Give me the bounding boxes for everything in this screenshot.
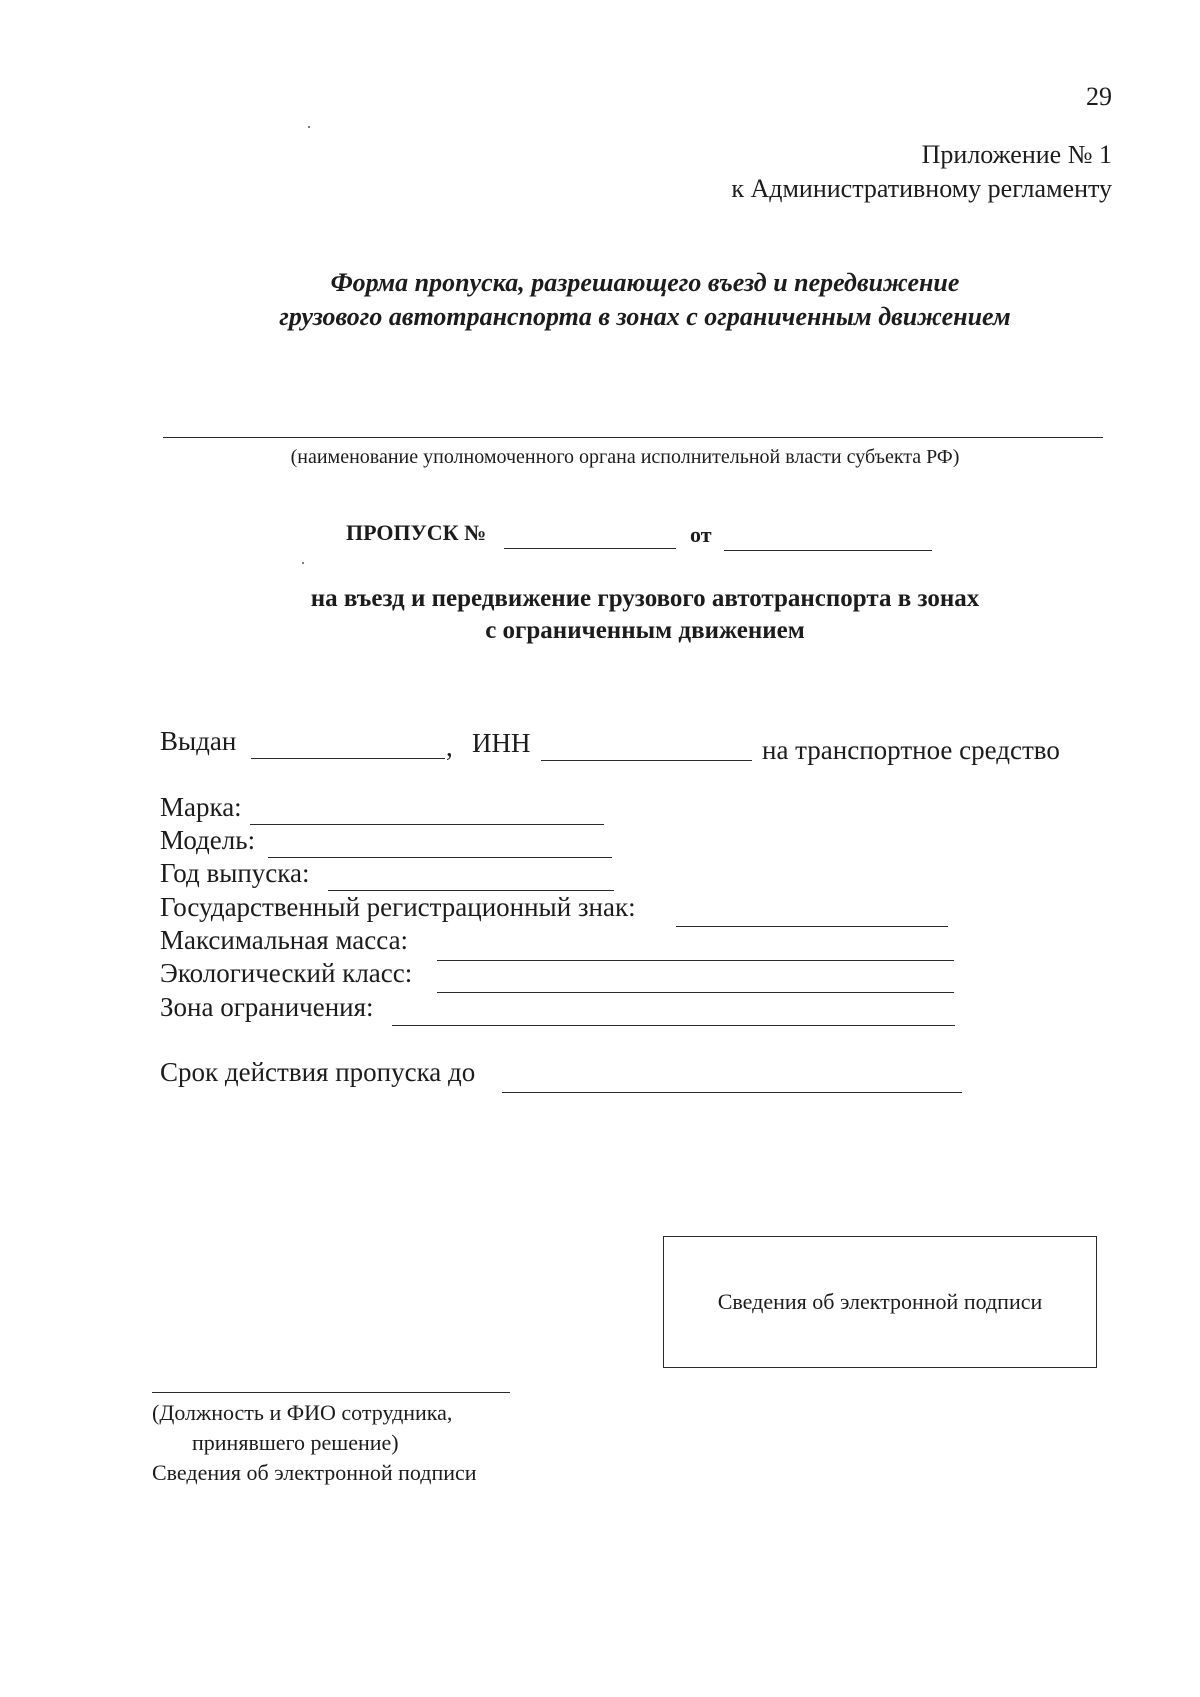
max-mass-field[interactable]: [437, 960, 954, 961]
issued-to-field[interactable]: [251, 758, 445, 759]
e-signature-box-text: Сведения об электронной подписи: [717, 1289, 1043, 1314]
signatory-caption: [152, 1398, 477, 1488]
year-field[interactable]: [328, 890, 614, 891]
pass-subtitle-line-1: на въезд и передвижение грузового автотранспорта в зонах: [310, 585, 980, 612]
pass-subtitle-line-2: с ограниченным движением: [485, 617, 805, 644]
brand-field[interactable]: [250, 824, 604, 825]
model-label: Модель:: [160, 825, 256, 855]
form-title-line-2: грузового автотранспорта в зонах с ограниченным движением: [279, 302, 1011, 331]
vehicle-label: на транспортное средство: [762, 735, 1060, 765]
eco-class-field[interactable]: [437, 992, 954, 993]
issued-label: Выдан: [160, 726, 237, 756]
year-label: Год выпуска:: [160, 858, 310, 888]
eco-class-label: Экологический класс:: [160, 958, 413, 988]
issued-comma: ,: [446, 732, 453, 762]
pass-date-label: от: [690, 522, 712, 547]
appendix-reference: к Административному регламенту: [731, 174, 1112, 203]
pass-subtitle: [150, 583, 1140, 647]
signatory-line-1: (Должность и ФИО сотрудника,: [152, 1400, 453, 1425]
e-signature-box: [663, 1236, 1097, 1368]
zone-label: Зона ограничения:: [160, 992, 374, 1022]
validity-date-field[interactable]: [502, 1092, 962, 1093]
pass-date-field[interactable]: [724, 550, 932, 551]
inn-field[interactable]: [541, 760, 752, 761]
pass-number-field[interactable]: [504, 548, 676, 549]
form-title-line-1: Форма пропуска, разрешающего въезд и передвижение: [330, 268, 960, 297]
signatory-line-2: принявшего решение): [192, 1430, 399, 1455]
max-mass-label: Максимальная масса:: [160, 925, 409, 955]
signatory-field[interactable]: [152, 1392, 510, 1393]
validity-label: Срок действия пропуска до: [160, 1057, 476, 1087]
pass-number-label: ПРОПУСК №: [346, 520, 487, 545]
brand-label: Марка:: [160, 792, 242, 822]
reg-plate-field[interactable]: [676, 926, 948, 927]
zone-field[interactable]: [392, 1025, 955, 1026]
scan-speck: [308, 126, 310, 128]
authority-name-field[interactable]: [163, 437, 1103, 438]
appendix-title: Приложение № 1: [921, 140, 1112, 169]
inn-label: ИНН: [472, 728, 531, 758]
scan-speck: [302, 562, 304, 564]
model-field[interactable]: [268, 857, 612, 858]
signatory-line-3: Сведения об электронной подписи: [152, 1460, 477, 1485]
authority-caption: (наименование уполномоченного органа исполнительной власти субъекта РФ): [290, 446, 960, 468]
reg-plate-label: Государственный регистрационный знак:: [160, 892, 636, 922]
form-title: [150, 266, 1140, 334]
page-number: 29: [1086, 82, 1112, 111]
